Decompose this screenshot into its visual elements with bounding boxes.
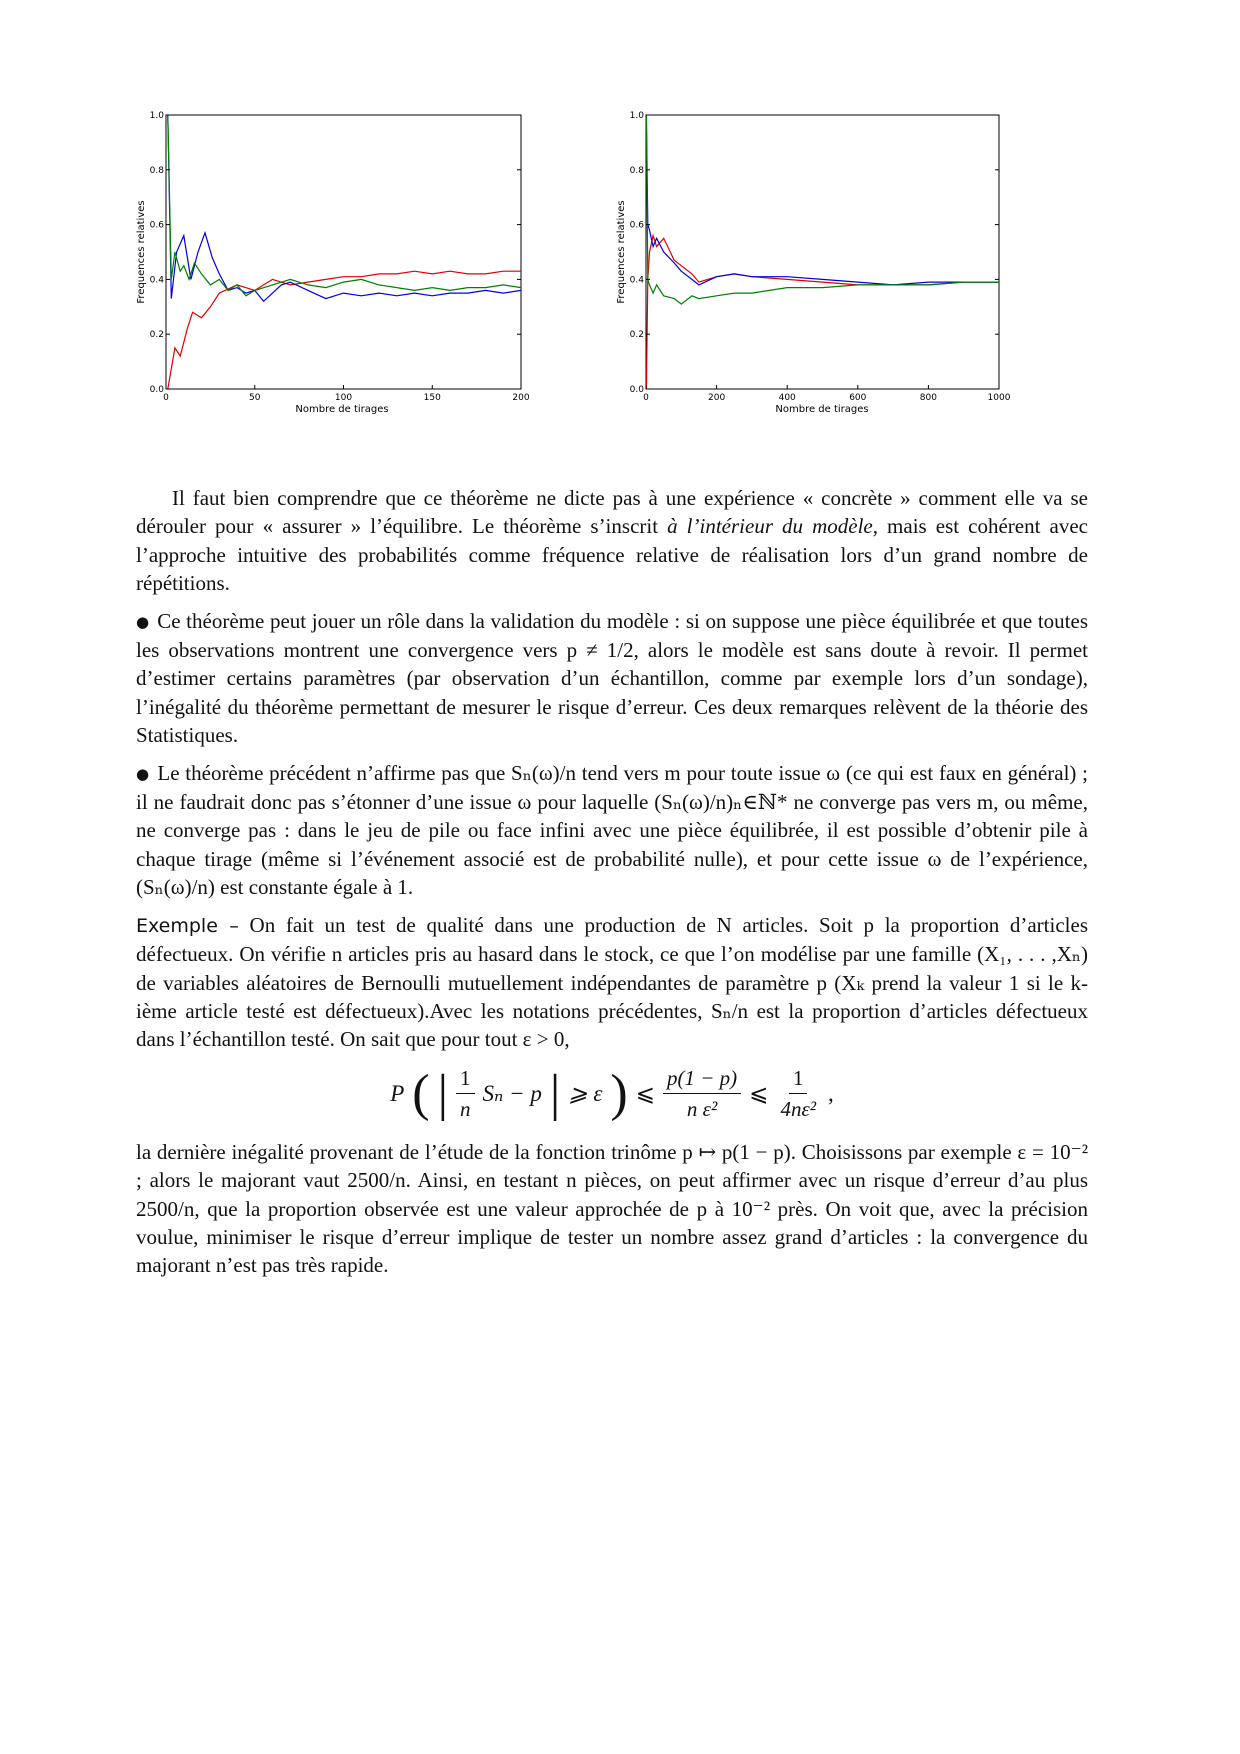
plot-frame — [166, 115, 521, 389]
right-paren: ) — [610, 1064, 628, 1122]
y-ticks — [150, 111, 521, 395]
plot-frame — [646, 115, 999, 389]
x-ticks — [643, 385, 1011, 403]
y-tick-label: 0.2 — [149, 330, 164, 341]
fraction: $\frac{1}{\text{4nε²}}$ — [780, 1065, 817, 1122]
emphasis: à l’intérieur du modèle — [667, 514, 873, 539]
paragraph-1: Il faut bien comprendre que ce théorème ne dicte pas à une expérience « concrète » comment elle va se dérouler pour « assurer » l’équilibre. Le théorème s’inscrit à l’intérieur du modèle, mais est cohérent avec l’approche intuitive des probabilités comme fréquence relative de réalisation lors d’un grand nombre de répétitions. — [136, 486, 1088, 596]
x-tick-label: 600 — [849, 393, 867, 403]
x-ticks — [163, 385, 530, 403]
paragraph-2: ● Ce théorème peut jouer un rôle dans la validation du modèle : si on suppose une pièce équilibrée et que toutes les observations montrent une convergence vers p ≠ 1/2, alors le modèle est sans doute à revoir. Il permet d’estimer certains paramètres (par observation d’un échantillon, comme par exemple lors d’un sondage), l’inégalité du théorème permettant de mesurer le risque d’erreur. Ces deux remarques relèvent de la théorie des Statistiques. — [136, 608, 1089, 748]
x-tick-label: 200 — [708, 393, 726, 403]
series-line-blue — [646, 115, 999, 285]
chart-right-svg — [616, 110, 1040, 420]
y-ticks — [630, 111, 999, 395]
y-axis-label: Frequences relatives — [136, 200, 147, 304]
series-line-red — [646, 236, 999, 389]
x-axis-label: Nombre de tirages — [295, 404, 389, 415]
y-tick-label: 0.2 — [629, 330, 644, 341]
y-tick-label: 0.6 — [629, 220, 644, 231]
body-text — [136, 484, 1088, 1280]
left-paren: ( — [412, 1064, 430, 1122]
x-tick-label: 50 — [249, 393, 261, 403]
x-tick-label: 0 — [643, 393, 649, 403]
x-tick-label: 400 — [778, 393, 796, 403]
abs-bar: | — [437, 1064, 449, 1122]
y-tick-label: 0.4 — [149, 275, 164, 286]
y-tick-label: 0.8 — [629, 165, 644, 176]
bullet-icon: ● — [136, 612, 150, 631]
paragraph-example: Exemple – On fait un test de qualité dans une production de N articles. Soit p la proportion d’articles défectueux. On vérifie n articles pris au hasard dans le stock, ce que l’on modélise par une famille (X₁, . . . ,Xₙ) de variables aléatoires de Bernoulli mutuellement indépendantes de paramètre p (Xₖ prend la valeur 1 si le k-ième article testé est défectueux).Avec les notations précédentes, Sₙ/n est la proportion d’articles défectueux dans l’échantillon testé. On sait que pour tout ε > 0, — [136, 912, 1088, 1052]
series-line-green — [646, 115, 999, 304]
y-tick-label: 0.4 — [629, 275, 644, 286]
example-label: Exemple – — [136, 914, 239, 937]
x-tick-label: 100 — [334, 393, 353, 403]
series-layer — [646, 115, 999, 389]
chart-left-svg — [136, 110, 540, 420]
x-tick-label: 200 — [512, 393, 530, 403]
x-axis-label: Nombre de tirages — [775, 404, 869, 415]
chart-left — [136, 110, 540, 424]
series-line-green — [168, 115, 521, 296]
paragraph-5: la dernière inégalité provenant de l’étude de la fonction trinôme p ↦ p(1 − p). Choisissons par exemple ε = 10⁻² ; alors le majorant vaut 2500/n. Ainsi, en testant n pièces, on peut affirmer avec un risque d’erreur d’au plus 2500/n, que la proportion observée est une valeur approchée de p à 10⁻² près. On voit que, avec la précision voulue, minimiser le risque d’erreur implique de tester un nombre assez grand d’articles : la convergence du majorant n’est pas très rapide. — [136, 1139, 1088, 1278]
series-line-red — [168, 271, 521, 389]
x-tick-label: 0 — [163, 393, 169, 403]
y-tick-label: 0.6 — [149, 220, 164, 231]
paragraph-3: ● Le théorème précédent n’affirme pas que Sₙ(ω)/n tend vers m pour toute issue ω (ce qui est faux en général) ; il ne faudrait donc pas s’étonner d’une issue ω pour laquelle (Sₙ(ω)/n)ₙ∈ℕ* ne converge pas vers m, ou même, ne converge pas : dans le jeu de pile ou face infini avec une pièce équilibrée, il est possible d’obtenir pile à chaque tirage (même si l’événement associé est de probabilité nulle), et pour cette issue ω de l’expérience, (Sₙ(ω)/n) est constante égale à 1. — [136, 760, 1088, 900]
series-layer — [168, 115, 521, 389]
abs-bar: | — [549, 1064, 561, 1122]
y-axis-label: Frequences relatives — [616, 200, 627, 304]
y-tick-label: 0.8 — [149, 165, 164, 176]
y-tick-label: 1.0 — [629, 111, 644, 121]
x-tick-label: 1000 — [987, 393, 1011, 403]
y-tick-label: 0.0 — [629, 385, 644, 395]
y-tick-label: 1.0 — [149, 111, 164, 121]
bullet-icon: ● — [136, 764, 150, 783]
fraction: $\frac{1}{n}$ — [456, 1064, 475, 1124]
inequality-formula: P ( | $\frac{1}{n}$ Sₙ − p | ⩾ ε ) ⩽ $\frac{p(1 - p)}{\text{n ε²}}$ ⩽ $\frac{1}{\text{4nε²}}$ , — [390, 1064, 834, 1122]
x-tick-label: 800 — [919, 393, 937, 403]
chart-right — [616, 110, 1040, 424]
x-tick-label: 150 — [423, 393, 441, 403]
fraction: $\frac{p(1 - p)}{\text{n ε²}}$ — [663, 1064, 741, 1124]
y-tick-label: 0.0 — [149, 385, 164, 395]
